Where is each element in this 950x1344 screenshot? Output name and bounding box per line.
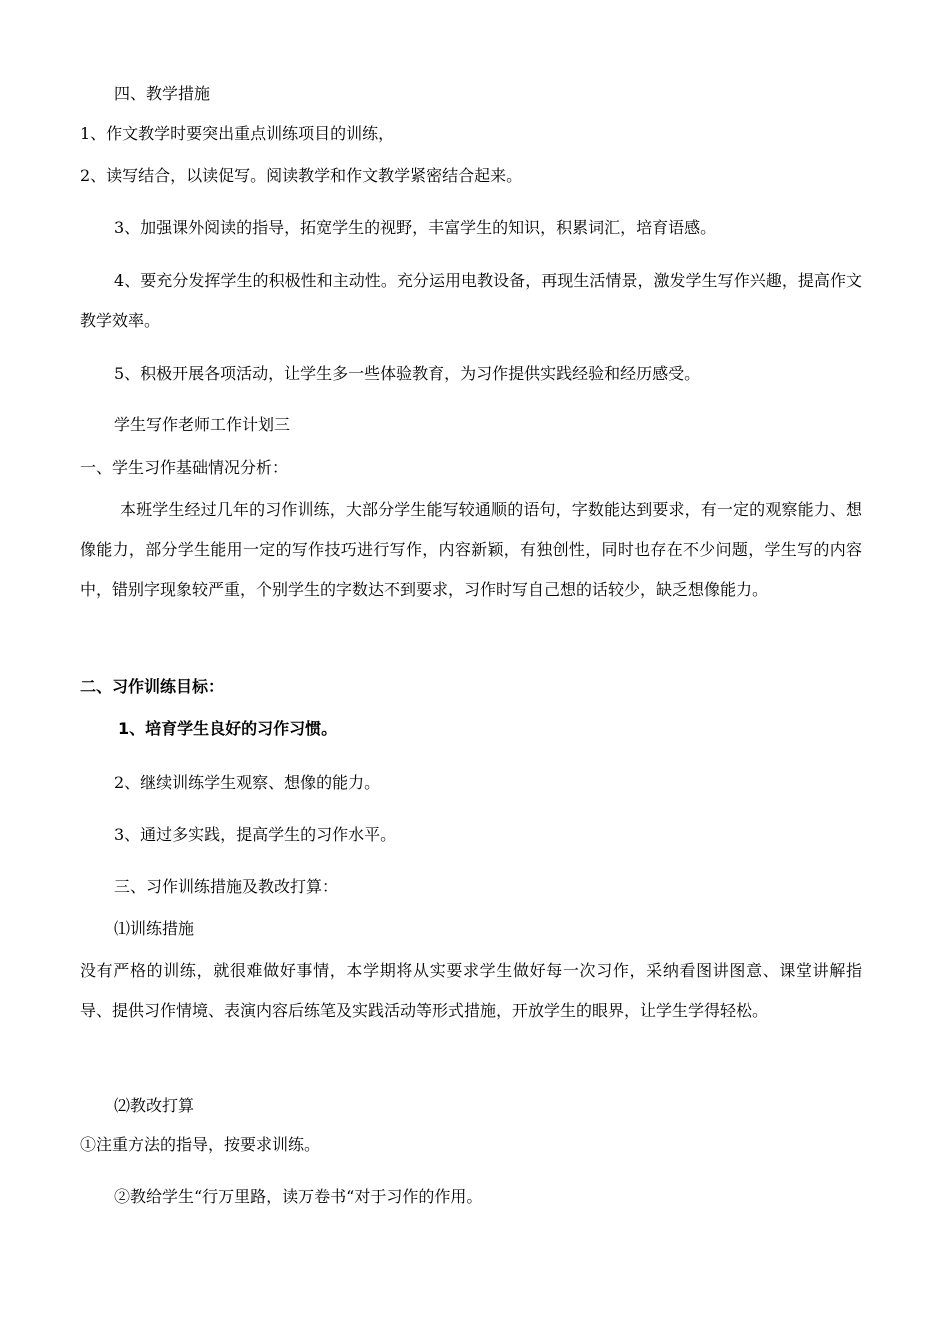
section-4-item-4: 4、要充分发挥学生的积极性和主动性。充分运用电教设备，再现生活情景，激发学生写作兴趣，提高作文教学效率。	[80, 271, 862, 330]
section-4-item-2: 2、读写结合，以读促写。阅读教学和作文教学紧密结合起来。	[80, 166, 523, 185]
section-4-item-3: 3、加强课外阅读的指导，拓宽学生的视野，丰富学生的知识，积累词汇，培育语感。	[114, 218, 717, 237]
goal-1: 1、培育学生良好的习作习惯。	[118, 719, 338, 738]
part-3-heading: 三、习作训练措施及教改打算：	[114, 877, 339, 896]
plan-title: 学生写作老师工作计划三	[114, 415, 291, 434]
goal-3: 3、通过多实践，提高学生的习作水平。	[114, 825, 397, 844]
reform-2: ②教给学生“行万里路，读万卷书“对于习作的作用。	[114, 1187, 483, 1206]
goal-2: 2、继续训练学生观察、想像的能力。	[114, 773, 381, 792]
section-4-item-5: 5、积极开展各项活动，让学生多一些体验教育，为习作提供实践经验和经历感受。	[114, 364, 701, 383]
section-4-item-1: 1、作文教学时要突出重点训练项目的训练，	[80, 124, 395, 143]
reform-1: ①注重方法的指导，按要求训练。	[80, 1135, 321, 1154]
sub-2-heading: ⑵教改打算	[114, 1096, 195, 1115]
part-1-body: 本班学生经过几年的习作训练，大部分学生能写较通顺的语句，字数能达到要求，有一定的观察能力、想像能力，部分学生能用一定的写作技巧进行写作，内容新颖，有独创性，同时也存在不少问题，学生写的内容中，错别字现象较严重，个别学生的字数达不到要求，习作时写自己想的话较少，缺乏想像能力。	[80, 500, 862, 599]
section-4-heading: 四、教学措施	[114, 84, 211, 103]
sub-1-body: 没有严格的训练，就很难做好事情，本学期将从实要求学生做好每一次习作，采纳看图讲图意、课堂讲解指导、提供习作情境、表演内容后练笔及实践活动等形式措施，开放学生的眼界，让学生学得轻松。	[80, 961, 862, 1020]
part-2-heading: 二、习作训练目标：	[80, 677, 225, 696]
sub-1-heading: ⑴训练措施	[114, 919, 195, 938]
part-1-heading: 一、学生习作基础情况分析：	[80, 458, 289, 477]
